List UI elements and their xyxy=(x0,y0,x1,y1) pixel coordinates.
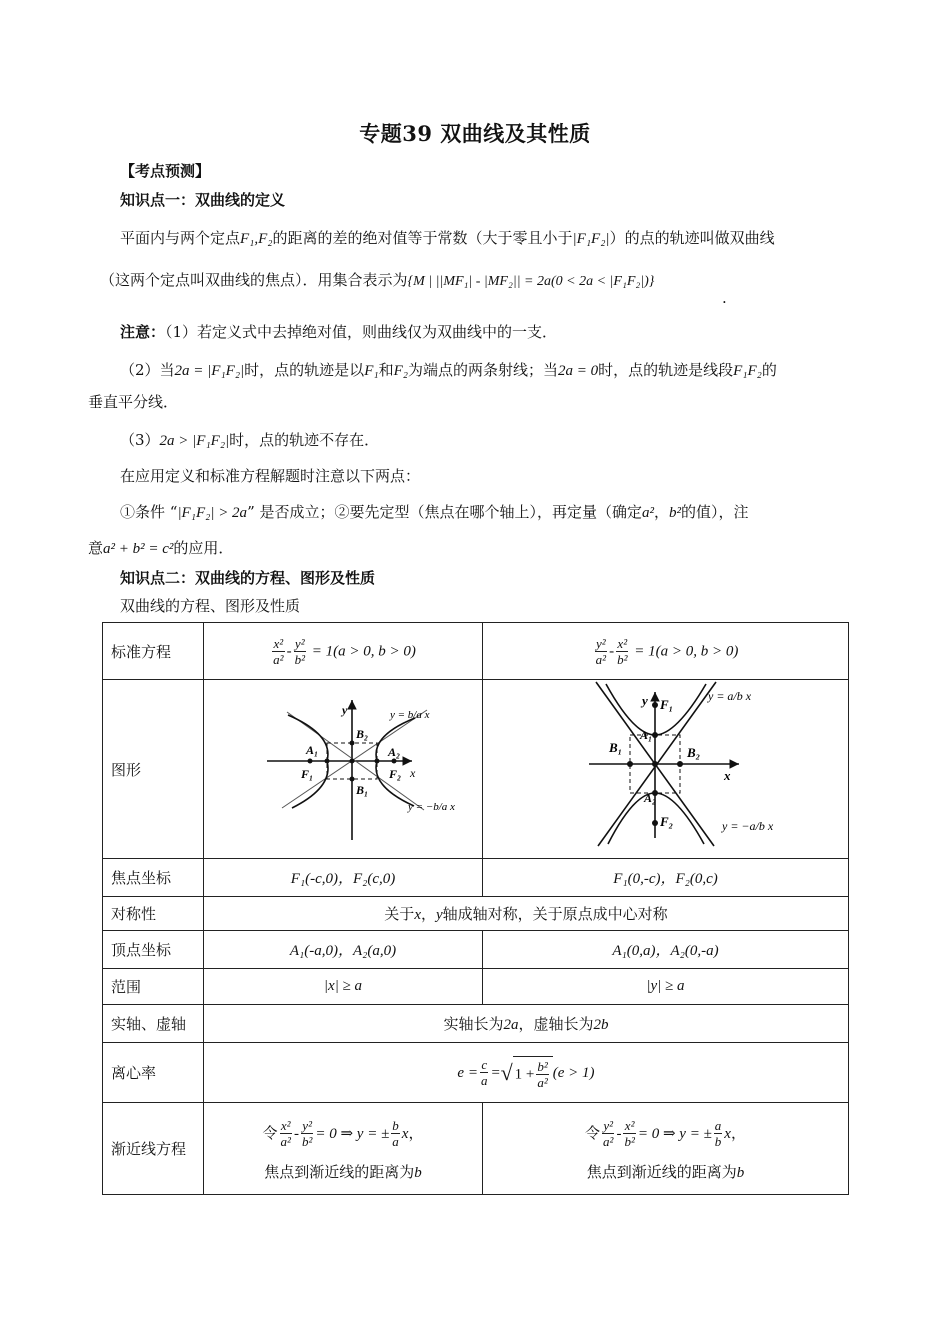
note-label: 注意： xyxy=(120,323,166,341)
range-left: |x| ≥ a xyxy=(204,969,483,1005)
eccentricity-cell: e = $\frac{c}{a}$ =√ 1 + $\frac{\text{b²}}{\text{a²}}$ (e > 1) xyxy=(204,1043,849,1103)
label-B2: B₂ xyxy=(686,745,700,760)
range-right: |y| ≥ a xyxy=(483,969,849,1005)
table-row xyxy=(103,859,849,897)
figure-right-cell xyxy=(483,680,849,859)
table-row xyxy=(103,931,849,969)
table-caption: 双曲线的方程、图形及性质 xyxy=(120,597,301,615)
row-label: 顶点坐标 xyxy=(103,931,204,969)
symmetry-cell: 关于x，y轴成轴对称，关于原点成中心对称 xyxy=(204,897,849,931)
figure-left-cell xyxy=(204,680,483,859)
asymptote-top-label: y = a/b x xyxy=(707,689,751,703)
y-axis-label: y xyxy=(641,693,648,708)
foci-right: F₁(0,-c)，F₂(0,c) xyxy=(483,859,849,897)
set-notation: {M | ||MF₁| - |MF₂|| = 2a(0 < 2a < |F₁F₂|)} xyxy=(407,274,655,289)
upper-branch xyxy=(606,684,706,735)
focal-distance: |F₁F₂| xyxy=(572,231,610,247)
conditions-line-2: 意a² + b² = c²的应用． xyxy=(88,539,234,557)
note-2: （2）当2a = |F₁F₂|时，点的轨迹是以F₁和F₂为端点的两条射线；当2a = 0时，点的轨迹是线段F₁F₂的 xyxy=(120,361,777,379)
label-B2: B₂ xyxy=(356,727,369,741)
page-title: 专题39 双曲线及其性质 xyxy=(359,121,591,146)
hyperbola-properties-table xyxy=(102,622,849,1195)
definition-line-1: 平面内与两个定点F₁,F₂的距离的差的绝对值等于常数（大于零且小于|F₁F₂|）的点的轨迹叫做双曲线 xyxy=(120,229,775,247)
table-row xyxy=(103,1103,849,1195)
apply-note: 在应用定义和标准方程解题时注意以下两点： xyxy=(120,467,421,485)
label-A1: A₁ xyxy=(639,728,652,742)
asymptote-right: 令 $\frac{\text{y²}}{\text{a²}}$ - $\frac{\text{x²}}{\text{b²}}$ = 0 ⇒ y = ± $\frac{a}{b}$ x， 焦点到渐近线的距离为b xyxy=(483,1103,849,1195)
label-A2: A₂ xyxy=(388,745,401,759)
label-B1: B₁ xyxy=(608,740,622,755)
conditions-line-1: ①条件 “|F₁F₂| > 2a” 是否成立；②要先定型（焦点在哪个轴上），再定量（确定a²，b²的值），注 xyxy=(120,503,749,521)
row-label: 实轴、虚轴 xyxy=(103,1005,204,1043)
label-F1: F₁ xyxy=(301,767,314,781)
label-A1: A₁ xyxy=(306,743,319,757)
row-label: 图形 xyxy=(103,680,204,859)
note-1: 注意：（1）若定义式中去掉绝对值，则曲线仅为双曲线中的一支． xyxy=(120,323,558,341)
vertices-left: A₁(-a,0)，A₂(a,0) xyxy=(204,931,483,969)
label-B1: B₁ xyxy=(356,783,369,797)
vertices-right: A₁(0,a)，A₂(0,-a) xyxy=(483,931,849,969)
table-row xyxy=(103,1043,849,1103)
foci-symbols: F₁,F₂ xyxy=(240,231,273,247)
row-label: 对称性 xyxy=(103,897,204,931)
label-F2: F₂ xyxy=(659,814,673,829)
table-row xyxy=(103,680,849,859)
foci-left: F₁(-c,0)，F₂(c,0) xyxy=(204,859,483,897)
note-3: （3）2a > |F₁F₂|时，点的轨迹不存在． xyxy=(120,431,380,449)
asymptote-top-label: y = b/a x xyxy=(390,709,430,721)
horizontal-hyperbola-figure xyxy=(212,680,474,854)
label-A2: A₂ xyxy=(643,791,656,805)
definition-period: . xyxy=(722,289,727,307)
kp2-heading: 知识点二：双曲线的方程、图形及性质 xyxy=(120,569,376,587)
equation-left: $\frac{\text{x²}}{\text{a²}}$ - $\frac{\text{y²}}{\text{b²}}$ = 1(a > 0, b > 0) xyxy=(204,623,483,680)
equation-right: $\frac{\text{y²}}{\text{a²}}$ - $\frac{\text{x²}}{\text{b²}}$ = 1(a > 0, b > 0) xyxy=(483,623,849,680)
label-F2: F₂ xyxy=(389,767,402,781)
vertical-hyperbola-figure xyxy=(484,680,848,854)
table-row xyxy=(103,969,849,1005)
asymptote-bottom-label: y = −b/a x xyxy=(408,801,455,813)
row-label: 渐近线方程 xyxy=(103,1103,204,1195)
asymptote-line xyxy=(282,710,427,808)
asymptote-bottom-label: y = −a/b x xyxy=(721,819,773,833)
definition-line-2: （这两个定点叫双曲线的焦点）．用集合表示为{M | ||MF₁| - |MF₂|| = 2a(0 < 2a < |F₁F₂|)} xyxy=(100,271,655,289)
label-F1: F₁ xyxy=(659,697,673,712)
x-axis-label: x xyxy=(723,768,730,783)
row-label: 范围 xyxy=(103,969,204,1005)
kp1-heading: 知识点一：双曲线的定义 xyxy=(120,191,286,209)
section-heading: 【考点预测】 xyxy=(120,162,211,180)
axes-cell: 实轴长为2a，虚轴长为2b xyxy=(204,1005,849,1043)
y-axis-label: y xyxy=(342,703,348,717)
row-label: 标准方程 xyxy=(103,623,204,680)
note-2-line-2: 垂直平分线． xyxy=(88,393,179,411)
table-row xyxy=(103,897,849,931)
table-row xyxy=(103,623,849,680)
x-axis-label: x xyxy=(410,766,416,780)
table-row xyxy=(103,1005,849,1043)
row-label: 离心率 xyxy=(103,1043,204,1103)
asymptote-left: 令 $\frac{\text{x²}}{\text{a²}}$ - $\frac{\text{y²}}{\text{b²}}$ = 0 ⇒ y = ± $\frac{b}{a}$ x， 焦点到渐近线的距离为b xyxy=(204,1103,483,1195)
row-label: 焦点坐标 xyxy=(103,859,204,897)
